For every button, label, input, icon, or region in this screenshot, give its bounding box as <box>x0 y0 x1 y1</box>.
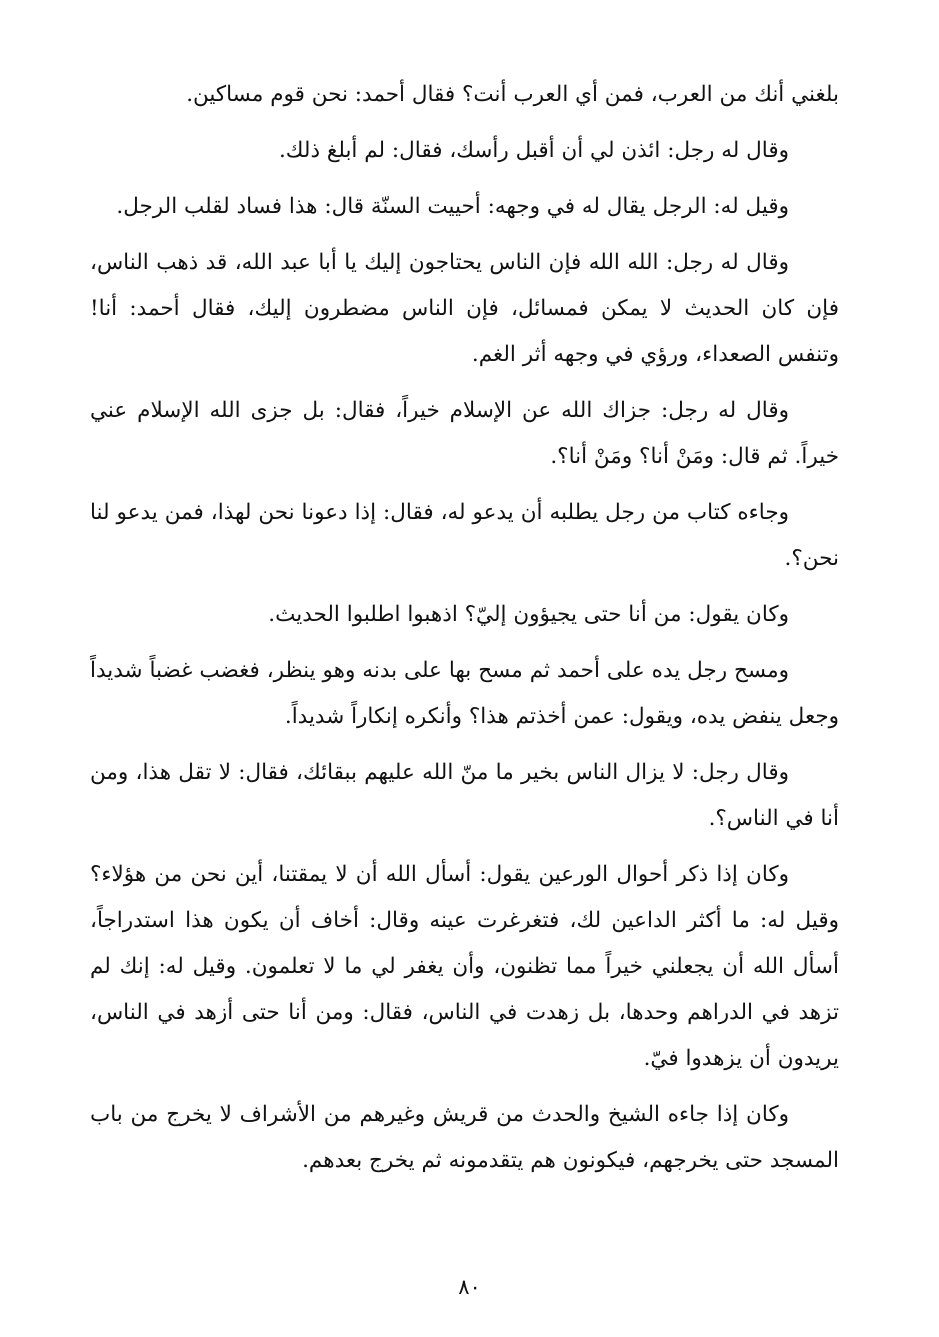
paragraph-10: وكان إذا ذكر أحوال الورعين يقول: أسأل الله أن لا يمقتنا، أين نحن من هؤلاء؟ وقيل له: ما أكثر الداعين لك، فتغرغرت عينه وقال: أخاف أن يكون هذا استدراجاً، أسأل الله أن يجعلني خيراً مما تظنون، وأن يغفر لي ما لا تعلمون. وقيل له: إنك لم تزهد في الدراهم وحدها، بل زهدت في الناس، فقال: ومن أنا حتى أزهد في الناس، يريدون أن يزهدوا فيّ. <box>90 862 839 1071</box>
text-column <box>90 72 839 1194</box>
paragraph-4: وقال له رجل: الله الله فإن الناس يحتاجون إليك يا أبا عبد الله، قد ذهب الناس، فإن كان الحديث لا يمكن فمسائل، فإن الناس مضطرون إليك، فقال أحمد: أنا! وتنفس الصعداء، ورؤي في وجهه أثر الغم. <box>90 250 839 367</box>
paragraph-3: وقيل له: الرجل يقال له في وجهه: أحييت السنّة قال: هذا فساد لقلب الرجل. <box>116 194 789 219</box>
paragraph-7: وكان يقول: من أنا حتى يجيؤون إليّ؟ اذهبوا اطلبوا الحديث. <box>268 602 789 627</box>
paragraph-5: وقال له رجل: جزاك الله عن الإسلام خيراً، فقال: بل جزى الله الإسلام عني خيراً. ثم قال: ومَنْ أنا؟ ومَنْ أنا؟. <box>90 398 839 469</box>
paragraph-1: بلغني أنك من العرب، فمن أي العرب أنت؟ فقال أحمد: نحن قوم مساكين. <box>186 82 839 107</box>
paragraph-8: ومسح رجل يده على أحمد ثم مسح بها على بدنه وهو ينظر، فغضب غضباً شديداً وجعل ينفض يده، ويقول: عمن أخذتم هذا؟ وأنكره إنكاراً شديداً. <box>90 658 839 729</box>
page-number: ٨٠ <box>458 1275 481 1299</box>
paragraph-6: وجاءه كتاب من رجل يطلبه أن يدعو له، فقال: إذا دعونا نحن لهذا، فمن يدعو لنا نحن؟. <box>90 500 839 571</box>
paragraph-11: وكان إذا جاءه الشيخ والحدث من قريش وغيرهم من الأشراف لا يخرج من باب المسجد حتى يخرجهم، فيكونون هم يتقدمونه ثم يخرج بعدهم. <box>90 1102 839 1173</box>
paragraph-9: وقال رجل: لا يزال الناس بخير ما منّ الله عليهم ببقائك، فقال: لا تقل هذا، ومن أنا في الناس؟. <box>90 760 839 831</box>
paragraph-2: وقال له رجل: ائذن لي أن أقبل رأسك، فقال: لم أبلغ ذلك. <box>278 138 789 163</box>
